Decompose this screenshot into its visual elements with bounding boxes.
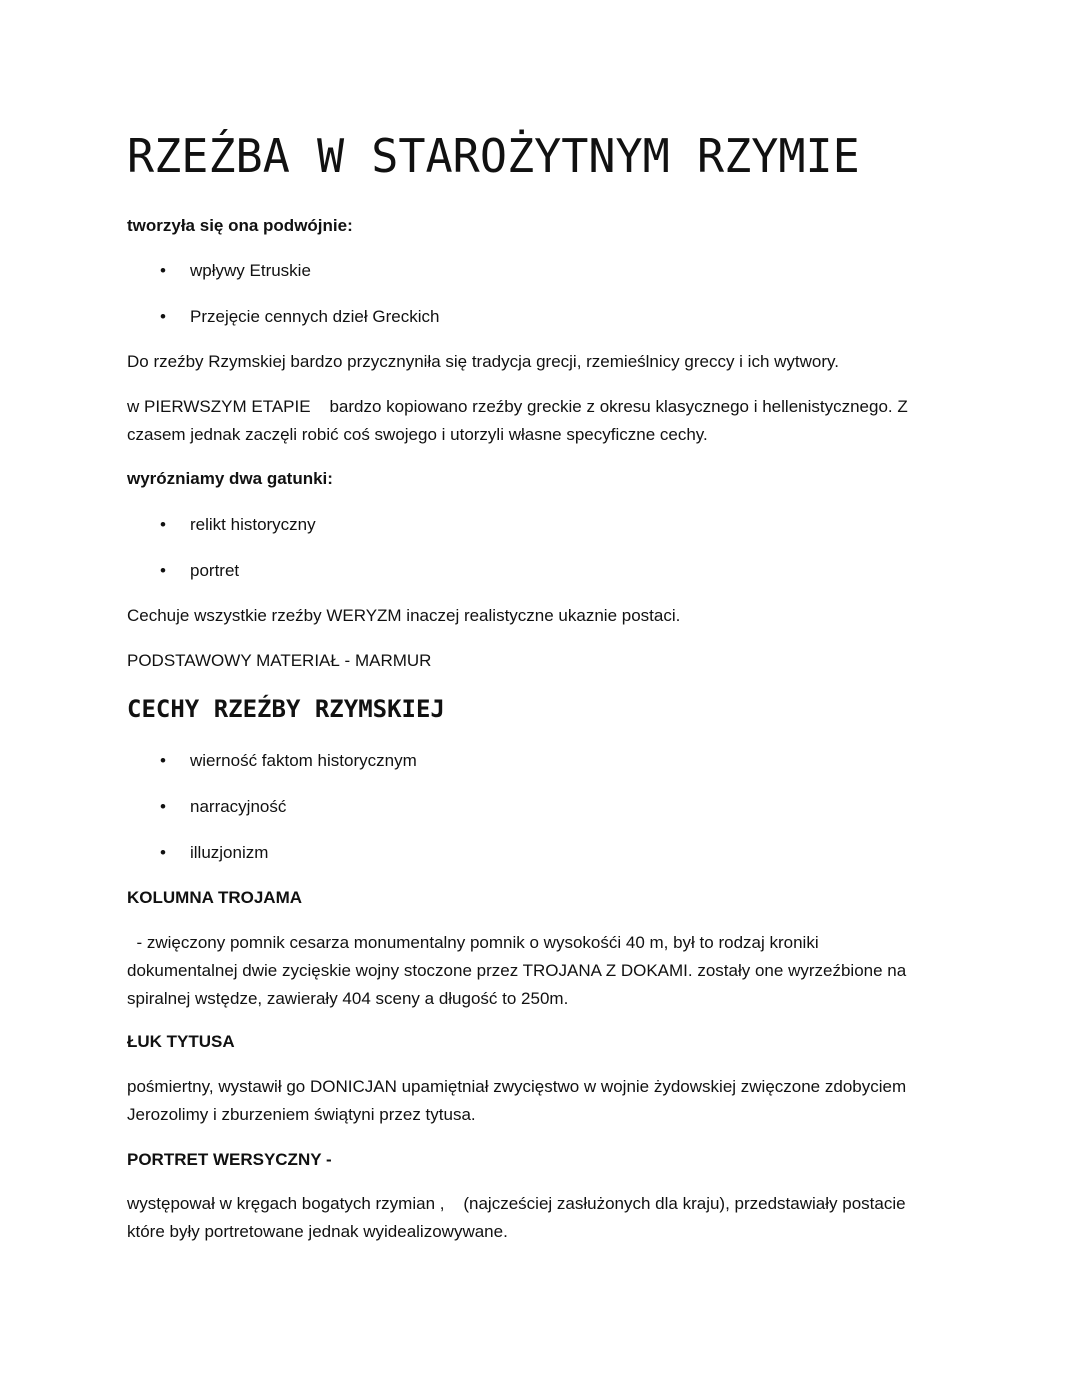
portret-line1: występował w kręgach bogatych rzymian , (najcześciej zasłużonych dla kraju), przedstawiały postacie — [127, 1194, 906, 1213]
luk-line2: Jerozolimy i zburzeniem świątyni przez tytusa. — [127, 1105, 476, 1124]
bullet-icon: • — [160, 561, 166, 580]
bullet-icon: • — [160, 751, 166, 770]
kolumna-line2: dokumentalnej dwie zycięskie wojny stoczone przez TROJANA Z DOKAMI. zostały one wyrzeźbione na — [127, 961, 907, 980]
portret-heading: PORTRET WERSYCZNY - — [127, 1150, 332, 1169]
luk-heading: ŁUK TYTUSA — [127, 1032, 235, 1051]
luk-line1: pośmiertny, wystawił go DONICJAN upamiętniał zwycięstwo w wojnie żydowskiej zwięczone zdobyciem — [127, 1077, 907, 1096]
genres-heading: wyrózniamy dwa gatunki: — [127, 469, 333, 488]
kolumna-line1: - zwięczony pomnik cesarza monumentalny pomnik o wysokośći 40 m, był to rodzaj kroniki — [127, 933, 819, 952]
bullet-icon: • — [160, 515, 166, 534]
portret-line2: które były portretowane jednak wyidealizowywane. — [127, 1222, 508, 1241]
document-title: RZEŹBA W STAROŻYTNYM RZYMIE — [127, 129, 860, 183]
features-heading: CECHY RZEŹBY RZYMSKIEJ — [127, 695, 445, 723]
bullet-icon: • — [160, 797, 166, 816]
bullet-icon: • — [160, 843, 166, 862]
intro-heading: tworzyła się ona podwójnie: — [127, 216, 353, 235]
paragraph-tradition: Do rzeźby Rzymskiej bardzo przycznyniła się tradycja grecji, rzemieślnicy greccy i ich wytwory. — [127, 352, 839, 371]
paragraph-weryzm: Cechuje wszystkie rzeźby WERYZM inaczej realistyczne ukaznie postaci. — [127, 606, 681, 625]
paragraph-first-stage-line1: w PIERWSZYM ETAPIE bardzo kopiowano rzeźby greckie z okresu klasycznego i hellenistycznego. Z — [127, 397, 908, 416]
paragraph-first-stage-line2: czasem jednak zaczęli robić coś swojego i utorzyli własne specyficzne cechy. — [127, 425, 708, 444]
bullet-icon: • — [160, 307, 166, 326]
bullet-icon: • — [160, 261, 166, 280]
paragraph-material: PODSTAWOWY MATERIAŁ - MARMUR — [127, 651, 432, 670]
kolumna-heading: KOLUMNA TROJAMA — [127, 888, 303, 907]
kolumna-line3: spiralnej wstędze, zawierały 404 sceny a długość to 250m. — [127, 989, 569, 1008]
